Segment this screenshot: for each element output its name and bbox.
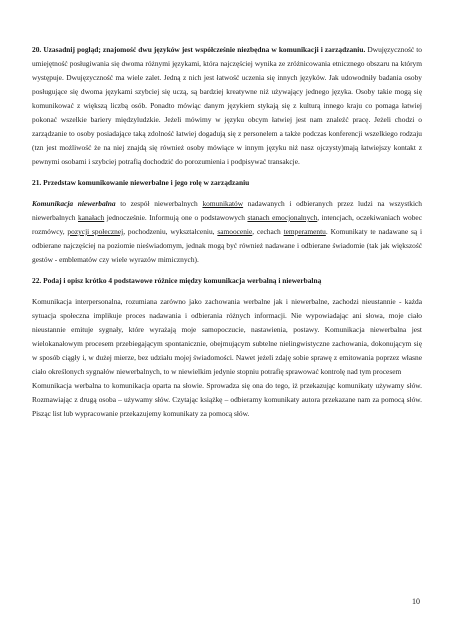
text-segment: . Komunikaty te nadawane są i odbierane najczęściej na poziomie nieświadomym, jednak mogą być również nadawane i odbierane świadomie (tak jak większość gestów - emblematów czy wiele wyrazów mimicznych). (32, 227, 423, 264)
text-segment: , cechach (252, 227, 284, 236)
question-22-paragraph-1: Komunikacja interpersonalna, rozumiana zarówno jako zachowania werbalne jak i niewerbalne, zachodzi nieustannie - każda sytuacja społeczna implikuje proces nadawania i odbierania różnych informacji. Nie wypowiadając ani słowa, moje ciało nieustannie emituje sygnały, które wyrażają moje samopoczucie, nastawienia, postawy. Komunikacja niewerbalna jest wielokanałowym procesem przebiegającym spontanicznie, obejmującym subtelne nielingwistyczne zachowania, dokonującym się w sposób ciągły i, w dużej mierze, bez udziału mojej świadomości. Nawet jeżeli zdaję sobie sprawę z emitowania poprzez własne ciało określonych sygnałów niewerbalnych, to w niewielkim jedynie stopniu potrafię sprawować kontrolę nad tym procesem (32, 297, 422, 376)
question-20-body: Dwujęzyczność to umiejętność posługiwania się dwoma różnymi językami, która najczęściej wynika ze zróżnicowania etnicznego obszaru na którym występuje. Dwujęzyczność ma wiele zalet. Jedną z nich jest łatwość uczenia się innych języków. Jak udowodniły badania osoby posługujące się dwoma językami szybciej się uczą, są bardziej kreatywne niż używający jednego języka. Osoby takie mogą się komunikować z większą liczbą osób. Ponadto mówiąc danym językiem stykają się z kulturą innego kraju co pomaga łatwiej pokonać wszelkie bariery międzyludzkie. Jeżeli mówimy w języku obcym łatwiej jest nam znaleźć pracę. Jeżeli chodzi o zarządzanie to osoby posiadające taką zdolność łatwiej dogadują się z personelem a także podczas konferencji wszelkiego rodzaju (tzn jest możliwość że na niej znajdą się również osoby mówiące w innym języku niż nasz ojczysty)mają łatwiejszy kontakt z pewnymi osobami i szybciej potrafią dochodzić do porozumienia i podpisywać transakcje. (32, 45, 423, 166)
text-segment: jednocześnie. Informują one o podstawowych (104, 213, 248, 222)
text-segment: , pochodzeniu, wykształceniu, (123, 227, 218, 236)
question-21-title: 21. Przedstaw komunikowanie niewerbalne i jego rolę w zarządzaniu (32, 178, 250, 187)
text-segment: , intencjach, oczekiwaniach wobec rozmówcy, (32, 213, 422, 236)
page-content (32, 43, 422, 421)
link-temperamentu[interactable]: temperamentu (283, 227, 326, 236)
link-komunikatow[interactable]: komunikatów (202, 199, 244, 208)
question-21-body (32, 197, 422, 267)
section-20 (32, 43, 422, 169)
text-segment: to zespół niewerbalnych (115, 199, 203, 208)
question-20-title: 20. Uzasadnij pogląd; znajomość dwu języków jest współcześnie niezbędna w komunikacji i zarządzaniu. (32, 45, 366, 54)
link-pozycji-spolecznej[interactable]: pozycji społecznej (67, 227, 124, 236)
question-22-title: 22. Podaj i opisz krótko 4 podstawowe różnice między komunikacja werbalną i niewerbalną (32, 276, 322, 285)
text-segment: nadawanych i odbieranych przez ludzi na wszystkich niewerbalnych (32, 199, 423, 222)
term-komunikacja-niewerbalna: Komunikacja niewerbalna (32, 199, 116, 208)
link-samoocenie[interactable]: samoocenie (217, 227, 253, 236)
page-number: 10 (412, 597, 420, 606)
link-stanach-emocjonalnych[interactable]: stanach emocjonalnych (247, 213, 318, 222)
link-kanalach[interactable]: kanałach (78, 213, 105, 222)
question-22-paragraph-2: Komunikacja werbalna to komunikacja oparta na słowie. Sprowadza się ona do tego, iż przekazując komunikaty używamy słów. Rozmawiając z drugą osoba – używamy słów. Czytając książkę – odbieramy komunikaty autora przekazane nam za pomocą słów. Pisząc list lub wypracowanie przekazujemy komunikaty za pomocą słów. (32, 381, 422, 418)
